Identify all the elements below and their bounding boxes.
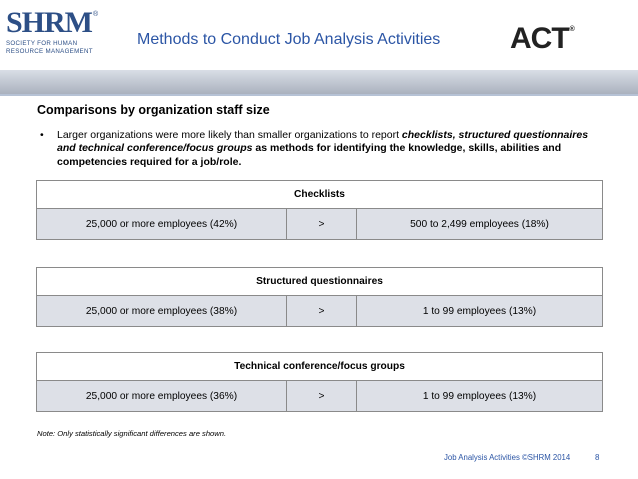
comparison-heading: Structured questionnaires — [37, 268, 602, 296]
shrm-logo — [6, 8, 116, 64]
bullet-point — [40, 129, 600, 169]
comparison-left-group: 25,000 or more employees (42%) — [37, 209, 287, 239]
act-logo-text: ACT — [510, 22, 569, 55]
comparison-heading: Technical conference/focus groups — [37, 353, 602, 381]
footnote: Note: Only statistically significant differences are shown. — [37, 429, 227, 438]
comparison-table-technical-conference — [36, 352, 603, 412]
shrm-logo-tagline — [6, 40, 116, 55]
comparison-table-checklists — [36, 180, 603, 240]
bullet-text-emphasis: checklists, structured questionnaires and technical conference/focus groups — [57, 129, 589, 155]
shrm-tagline-line-2: RESOURCE MANAGEMENT — [6, 47, 93, 55]
bullet-text-conclusion: as methods for identifying the knowledge, skills, abilities and competencies required for a job/role. — [57, 142, 562, 168]
act-logo — [510, 22, 574, 56]
header-band — [0, 70, 638, 94]
comparison-heading: Checklists — [37, 181, 602, 209]
comparison-operator: > — [287, 296, 357, 326]
comparison-operator: > — [287, 209, 357, 239]
bullet-text — [57, 129, 600, 169]
comparison-right-group: 1 to 99 employees (13%) — [422, 390, 537, 402]
comparison-right-group: 500 to 2,499 employees (18%) — [410, 218, 549, 230]
comparison-left-group: 25,000 or more employees (36%) — [37, 381, 287, 411]
shrm-logo-letters: SHRM — [6, 6, 92, 39]
comparison-left-group: 25,000 or more employees (38%) — [37, 296, 287, 326]
bullet-icon: • — [40, 129, 44, 141]
comparison-row — [37, 381, 602, 411]
comparison-table-structured-questionnaires — [36, 267, 603, 327]
shrm-registered-mark: ® — [93, 11, 99, 18]
act-registered-mark: ® — [569, 26, 574, 33]
footer-source: Job Analysis Activities ©SHRM 2014 — [444, 453, 571, 462]
header-divider — [0, 94, 638, 96]
comparison-row — [37, 209, 602, 239]
comparison-row — [37, 296, 602, 326]
page-number: 8 — [595, 453, 600, 462]
shrm-tagline-line-1: SOCIETY FOR HUMAN — [6, 40, 78, 47]
section-subtitle: Comparisons by organization staff size — [37, 103, 270, 117]
slide-title: Methods to Conduct Job Analysis Activities — [137, 31, 441, 48]
bullet-text-intro: Larger organizations were more likely than smaller organizations to report — [57, 129, 402, 141]
comparison-operator: > — [287, 381, 357, 411]
comparison-right-group: 1 to 99 employees (13%) — [422, 305, 537, 317]
